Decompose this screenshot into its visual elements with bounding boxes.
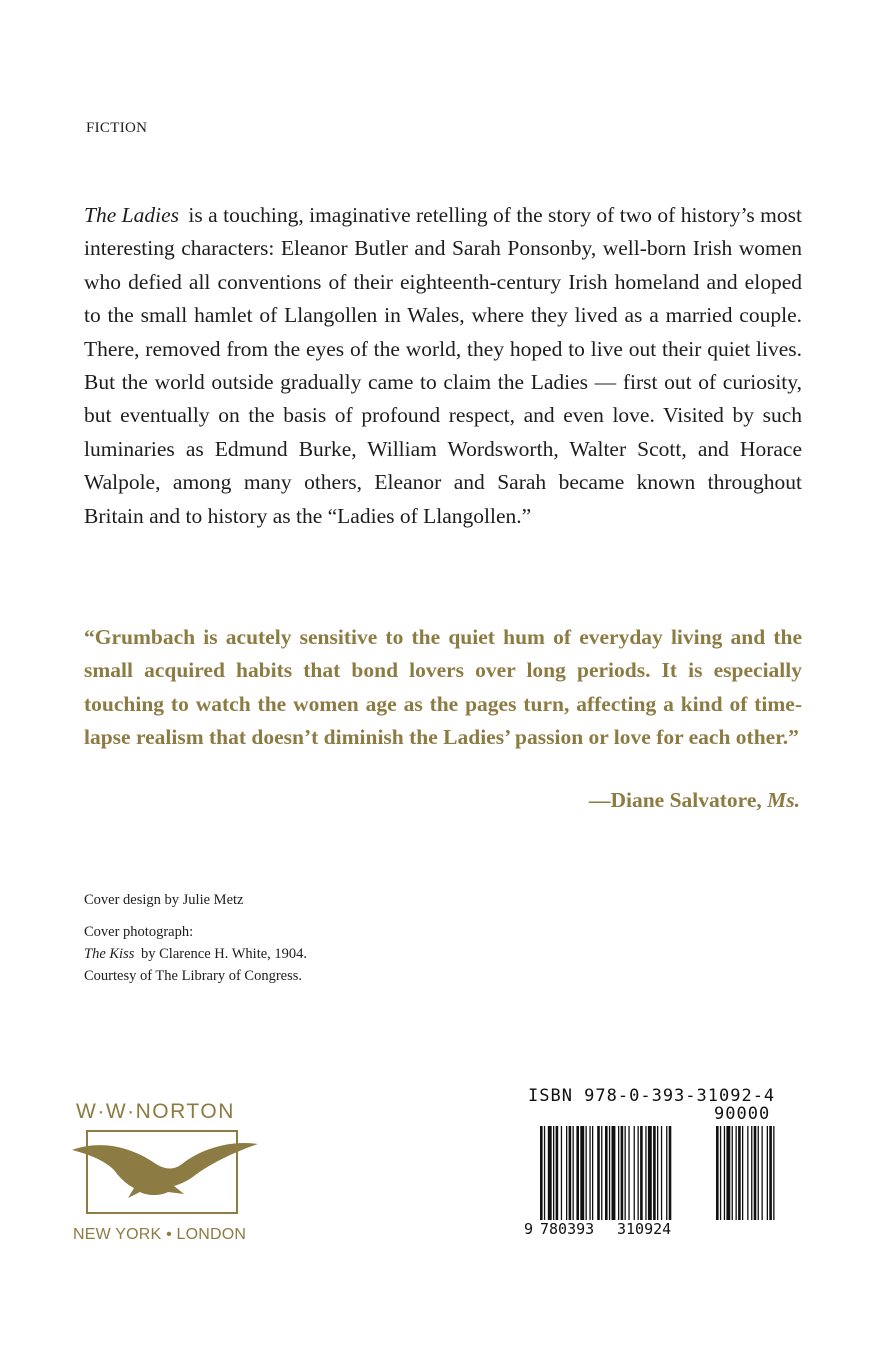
barcode-bar <box>669 1126 672 1220</box>
price-addon: 90000 <box>714 1104 771 1124</box>
photo-author: by Clarence H. White, 1904. <box>141 946 308 962</box>
review-publication: Ms. <box>767 788 800 812</box>
review-quote: “Grumbach is acutely sensitive to the quiet hum of everyday living and the small acquired habits that bond lovers over long periods. It is especially touching to watch the women age as the pages turn, affecting a kind of time-lapse realism that doesn’t diminish the Ladies’ passion or love for each other.” <box>84 625 802 750</box>
barcode-bar <box>561 1126 562 1220</box>
barcode-bar <box>661 1126 662 1220</box>
barcode-bar <box>618 1126 619 1220</box>
addon-bar <box>747 1126 748 1220</box>
barcode-bar <box>645 1126 646 1220</box>
barcode-bar <box>569 1126 572 1220</box>
book-description <box>84 199 802 533</box>
photo-credit-label: Cover photograph: <box>84 924 194 940</box>
barcode-bar <box>640 1126 643 1220</box>
description-text: is a touching, imaginative retelling of the story of two of history’s most interesting characters: Eleanor Butler and Sarah Ponsonby, well-born Irish women who defied all conventions of their eighteenth-century Irish homeland and eloped to the small hamlet of Llangollen in Wales, where they lived as a married couple. There, removed from the eyes of the world, they hoped to live out their quiet lives. But the world outside gradually came to claim the Ladies — first out of curiosity, but eventually on the basis of profound respect, and even love. Visited by such luminaries as Edmund Burke, William Wordsworth, Walter Scott, and Horace Walpole, among many others, Eleanor and Sarah became known throughout Britain and to history as the “Ladies of Llangollen.” <box>84 203 802 528</box>
barcode-bar <box>621 1126 624 1220</box>
publisher-name: W·W·NORTON <box>76 1100 235 1123</box>
book-title: The Ladies <box>84 203 179 227</box>
addon-bar <box>732 1126 733 1220</box>
barcode-bar <box>544 1126 545 1220</box>
addon-bar <box>742 1126 743 1220</box>
barcode-bar <box>601 1126 602 1220</box>
addon-bar <box>767 1126 768 1220</box>
barcode-bar <box>573 1126 574 1220</box>
addon-bar <box>754 1126 757 1220</box>
addon-bar <box>758 1126 759 1220</box>
photo-credit-line <box>84 943 307 965</box>
barcode-bar <box>648 1126 652 1220</box>
barcode-bar <box>657 1126 658 1220</box>
barcode-bar <box>576 1126 579 1220</box>
barcode-bar <box>625 1126 626 1220</box>
barcode-bar <box>638 1126 639 1220</box>
addon-bar <box>773 1126 774 1220</box>
addon-bar <box>769 1126 772 1220</box>
barcode-bar <box>540 1126 543 1220</box>
isbn-number: ISBN 978-0-393-31092-4 <box>528 1086 776 1106</box>
addon-bar <box>724 1126 725 1220</box>
photo-title: The Kiss <box>84 946 135 962</box>
review-author: —Diane Salvatore, <box>588 788 762 812</box>
barcode-bar <box>586 1126 587 1220</box>
addon-bar <box>716 1126 719 1220</box>
addon-bar <box>751 1126 752 1220</box>
genre-label: FICTION <box>86 120 148 136</box>
barcode-bar <box>653 1126 656 1220</box>
barcode-left-digits: 780393 <box>540 1220 595 1238</box>
barcode-bar <box>612 1126 616 1220</box>
barcode-bar <box>566 1126 567 1220</box>
addon-bar <box>720 1126 721 1220</box>
barcode-bar <box>592 1126 593 1220</box>
review-attribution <box>589 788 800 813</box>
addon-bar <box>736 1126 737 1220</box>
addon-bar <box>726 1126 730 1220</box>
barcode-right-digits: 310924 <box>617 1220 672 1238</box>
publisher-logo <box>70 1100 260 1244</box>
barcode-bar <box>605 1126 608 1220</box>
cover-credits <box>84 889 307 987</box>
barcode-bar <box>556 1126 559 1220</box>
cover-design-credit: Cover design by Julie Metz <box>84 892 244 908</box>
barcode-bar <box>589 1126 590 1220</box>
seagull-icon <box>70 1134 260 1204</box>
isbn-block <box>524 1086 804 1238</box>
addon-bar <box>762 1126 763 1220</box>
barcode-bar <box>634 1126 635 1220</box>
barcode-bar <box>548 1126 552 1220</box>
barcode-bar <box>597 1126 600 1220</box>
barcode-bar <box>553 1126 554 1220</box>
publisher-location: NEW YORK • LONDON <box>73 1226 247 1243</box>
logo-frame <box>86 1130 238 1214</box>
barcode-bar <box>609 1126 610 1220</box>
photo-courtesy: Courtesy of The Library of Congress. <box>84 968 302 984</box>
barcode-bar <box>628 1126 629 1220</box>
addon-bar <box>738 1126 741 1220</box>
barcode-prefix-digit: 9 <box>524 1220 534 1238</box>
barcode-bar <box>580 1126 584 1220</box>
barcode-bar <box>666 1126 667 1220</box>
